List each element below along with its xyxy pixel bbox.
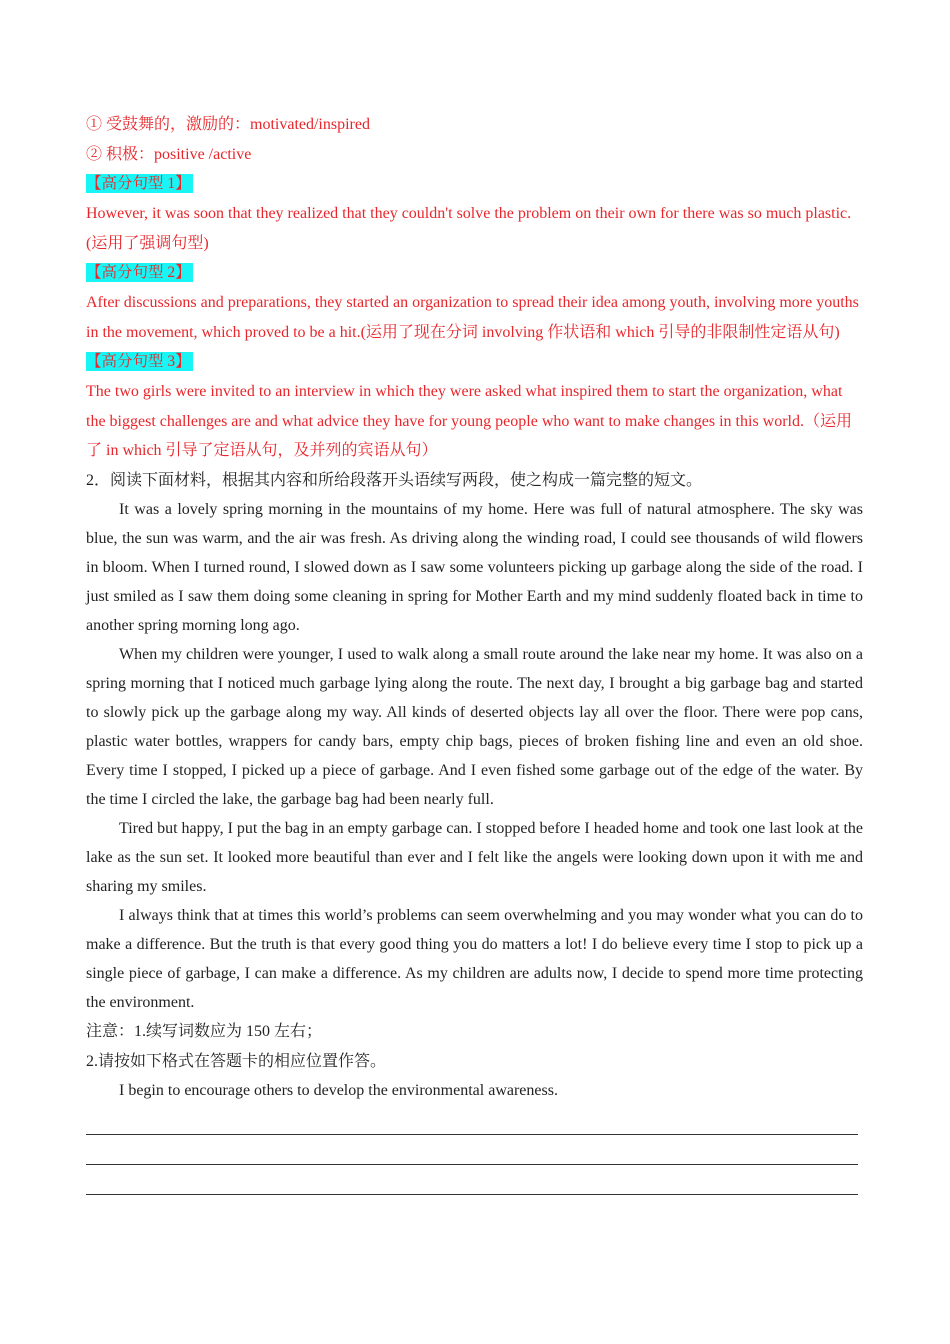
- story-paragraph-4: I always think that at times this world’s problems can seem overwhelming and you may wonder what you can do to make a difference. But the truth is that every good thing you do matters a lot! I do believe every time I stop to pick up a single piece of garbage, I can make a difference. As my children are adults now, I decide to spend more time protecting the environment.: [86, 907, 863, 1011]
- highlight-sentence-2: After discussions and preparations, they started an organization to spread their idea among youth, involving more youths in the movement, which proved to be a hit.(运用了现在分词 involving 作状语和 which 引导的非限制性定语从句): [86, 294, 859, 341]
- task-instruction: 2．阅读下面材料，根据其内容和所给段落开头语续写两段，使之构成一篇完整的短文。: [86, 471, 703, 489]
- answer-line-1[interactable]: [86, 1105, 858, 1135]
- note-word-count: 注意：1.续写词数应为 150 左右；: [86, 1023, 323, 1040]
- continuation-prompt: I begin to encourage others to develop the environmental awareness.: [119, 1082, 558, 1099]
- highlight-tag-1: 【高分句型 1】: [86, 175, 191, 192]
- highlight-tag-2: 【高分句型 2】: [86, 264, 191, 281]
- highlight-tag-line-2: [86, 258, 863, 288]
- highlight-tag-line-1: [86, 169, 863, 199]
- highlight-sentence-1: However, it was soon that they realized that they couldn't solve the problem on their own for there was so much plastic. (运用了强调句型): [86, 205, 852, 252]
- vocab-item-2: ② 积极：positive /active: [86, 145, 252, 163]
- note-format: 2.请按如下格式在答题卡的相应位置作答。: [86, 1052, 387, 1070]
- story-paragraph-2: When my children were younger, I used to walk along a small route around the lake near my home. It was also on a spring morning that I noticed much garbage lying along the route. The next day, I brought a big garbage bag and started to slowly pick up the garbage along my way. All kinds of deserted objects lay all over the floor. There were pop cans, plastic water bottles, wrappers for candy bars, empty chip bags, pieces of broken fishing line and even an old shoe. Every time I stopped, I picked up a piece of garbage. And I even fished some garbage out of the edge of the water. By the time I circled the lake, the garbage bag had been nearly full.: [86, 646, 863, 808]
- highlight-tag-3: 【高分句型 3】: [86, 353, 191, 370]
- highlight-sentence-3: The two girls were invited to an interview in which they were asked what inspired them to start the organization, what the biggest challenges are and what advice they have for young people who want to make changes in this world.（运用了 in which 引导了定语从句，及并列的宾语从句）: [86, 383, 853, 459]
- highlight-tag-line-3: [86, 347, 863, 377]
- story-paragraph-1: It was a lovely spring morning in the mountains of my home. Here was full of natural atmosphere. The sky was blue, the sun was warm, and the air was fresh. As driving along the winding road, I could see thousands of wild flowers in bloom. When I turned round, I slowed down as I saw some volunteers picking up garbage along the side of the road. I just smiled as I saw them doing some cleaning in spring for Mother Earth and my mind suddenly floated back in time to another spring morning long ago.: [86, 501, 863, 634]
- story-paragraph-3: Tired but happy, I put the bag in an empty garbage can. I stopped before I headed home and took one last look at the lake as the sun set. It looked more beautiful than ever and I felt like the angels were looking down upon it with me and sharing my smiles.: [86, 820, 863, 895]
- answer-line-3[interactable]: [86, 1165, 858, 1195]
- vocab-item-1: ① 受鼓舞的，激励的：motivated/inspired: [86, 116, 370, 133]
- answer-line-2[interactable]: [86, 1135, 858, 1165]
- document-page: [86, 110, 863, 1195]
